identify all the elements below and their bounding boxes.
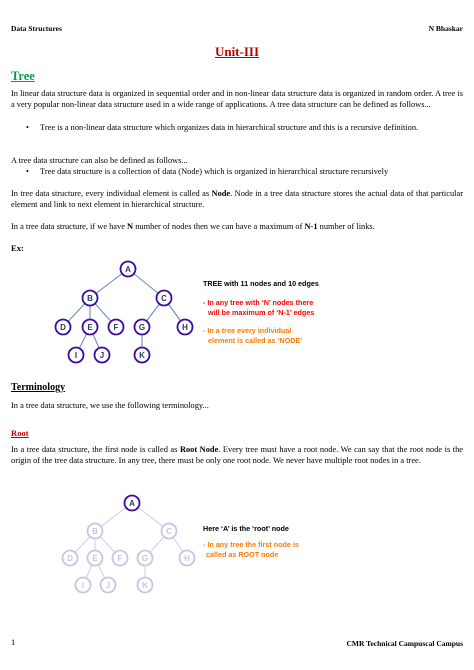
svg-text:E: E xyxy=(87,323,93,332)
terminology-intro: In a tree data structure, we use the following terminology... xyxy=(11,401,209,410)
bullet-icon: • xyxy=(26,123,29,132)
bullet-text: Tree data structure is a collection of data (Node) which is organized in hierarchical structure recursively xyxy=(40,167,389,176)
tree-node-a xyxy=(121,262,136,277)
svg-text:J: J xyxy=(105,581,111,590)
intro-paragraph: In linear data structure data is organized in sequential order and in non-linear data structure data is organized in random order. A tree is a very popular non-linear data structure used in a wide range of applications. A tree data structure can be defined as follows... xyxy=(11,89,463,109)
tree-node-g xyxy=(138,551,153,566)
tree-node-b xyxy=(83,291,98,306)
svg-text:C: C xyxy=(161,294,167,303)
diagram-note: called as ROOT node xyxy=(206,550,279,559)
svg-text:K: K xyxy=(142,581,148,590)
tree-node-h xyxy=(180,551,195,566)
tree-node-j xyxy=(95,348,110,363)
text-run: number of links. xyxy=(317,222,375,231)
tree-node-c xyxy=(157,291,172,306)
bold-term: Node xyxy=(211,189,231,198)
alt-definition: A tree data structure can also be defined as follows... xyxy=(11,156,188,165)
example-label: Ex: xyxy=(11,243,24,253)
diagram-note: element is called as ‘NODE’ xyxy=(208,336,303,345)
tree-node-k xyxy=(138,578,153,593)
tree-node-i xyxy=(76,578,91,593)
bold-term: N xyxy=(127,222,134,231)
diagram-note: - In any tree with ‘N’ nodes there xyxy=(203,298,314,307)
svg-text:B: B xyxy=(92,527,98,536)
tree-node-e xyxy=(88,551,103,566)
tree-node-e xyxy=(83,320,98,335)
tree-diagram xyxy=(0,255,474,370)
svg-text:H: H xyxy=(184,554,190,563)
bold-term: N-1 xyxy=(304,222,318,231)
root-paragraph xyxy=(11,444,463,466)
svg-text:E: E xyxy=(92,554,98,563)
page-number: 1 xyxy=(11,638,16,647)
diagram-title: TREE with 11 nodes and 10 edges xyxy=(203,279,319,288)
tree-node-f xyxy=(109,320,124,335)
tree-node-b xyxy=(88,524,103,539)
tree-node-i xyxy=(69,348,84,363)
header-left: Data Structures xyxy=(11,24,62,33)
text-run: number of nodes then we can have a maximum of xyxy=(133,222,305,231)
diagram-note: - In any tree the first node is xyxy=(203,540,299,549)
tree-node-c xyxy=(162,524,177,539)
tree-node-f xyxy=(113,551,128,566)
page-title: Unit-III xyxy=(214,44,260,59)
svg-text:G: G xyxy=(138,323,146,332)
bullet-text: Tree is a non-linear data structure which organizes data in hierarchical structure and this is a recursive definition. xyxy=(40,123,419,132)
bullet-item xyxy=(26,122,463,133)
tree-node-a xyxy=(125,496,140,511)
text-run: In a tree data structure, the first node is called as xyxy=(11,445,180,454)
node-paragraph xyxy=(11,188,463,210)
diagram-note: will be maximum of ‘N-1’ edges xyxy=(208,308,315,317)
root-heading: Root xyxy=(11,428,29,438)
footer-right: CMR Technical Campuscal Campus xyxy=(346,639,463,648)
svg-text:F: F xyxy=(117,554,123,563)
tree-node-g xyxy=(135,320,150,335)
links-paragraph xyxy=(11,221,463,232)
svg-text:I: I xyxy=(74,351,78,360)
svg-text:H: H xyxy=(182,323,188,332)
svg-text:K: K xyxy=(139,351,145,360)
svg-text:A: A xyxy=(125,265,131,274)
diagram-title: Here ‘A’ is the ‘root’ node xyxy=(203,524,289,533)
text-run: . Node in a tree data structure stores the actual data of that particular element and link to next element in hierarchical structure. xyxy=(11,189,463,209)
text-run: In tree data structure, every individual element is called as xyxy=(11,189,212,198)
svg-text:I: I xyxy=(81,581,85,590)
bullet-icon: • xyxy=(26,167,29,176)
tree-node-j xyxy=(101,578,116,593)
svg-text:G: G xyxy=(141,554,149,563)
tree-node-h xyxy=(178,320,193,335)
tree-node-d xyxy=(56,320,71,335)
bold-term: Root Node xyxy=(179,445,219,454)
tree-node-d xyxy=(63,551,78,566)
root-tree-diagram xyxy=(0,488,474,598)
header-right: N Bhaskar xyxy=(428,24,463,33)
svg-text:B: B xyxy=(87,294,93,303)
svg-text:C: C xyxy=(166,527,172,536)
bullet-item xyxy=(26,166,463,177)
tree-node-k xyxy=(135,348,150,363)
svg-text:F: F xyxy=(113,323,119,332)
svg-text:D: D xyxy=(67,554,73,563)
diagram-note: - In a tree every individual xyxy=(203,326,292,335)
text-run: In a tree data structure, if we have xyxy=(11,222,128,231)
text-run: . Every tree must have a root node. We can say that the root node is the origin of the tree data structure. In any tree, there must be only one root node. We never have multiple root nodes in a tree. xyxy=(11,445,463,465)
svg-text:J: J xyxy=(99,351,105,360)
svg-text:D: D xyxy=(60,323,66,332)
tree-heading: Tree xyxy=(11,69,35,83)
terminology-heading: Terminology xyxy=(11,382,66,393)
svg-text:A: A xyxy=(129,499,135,508)
